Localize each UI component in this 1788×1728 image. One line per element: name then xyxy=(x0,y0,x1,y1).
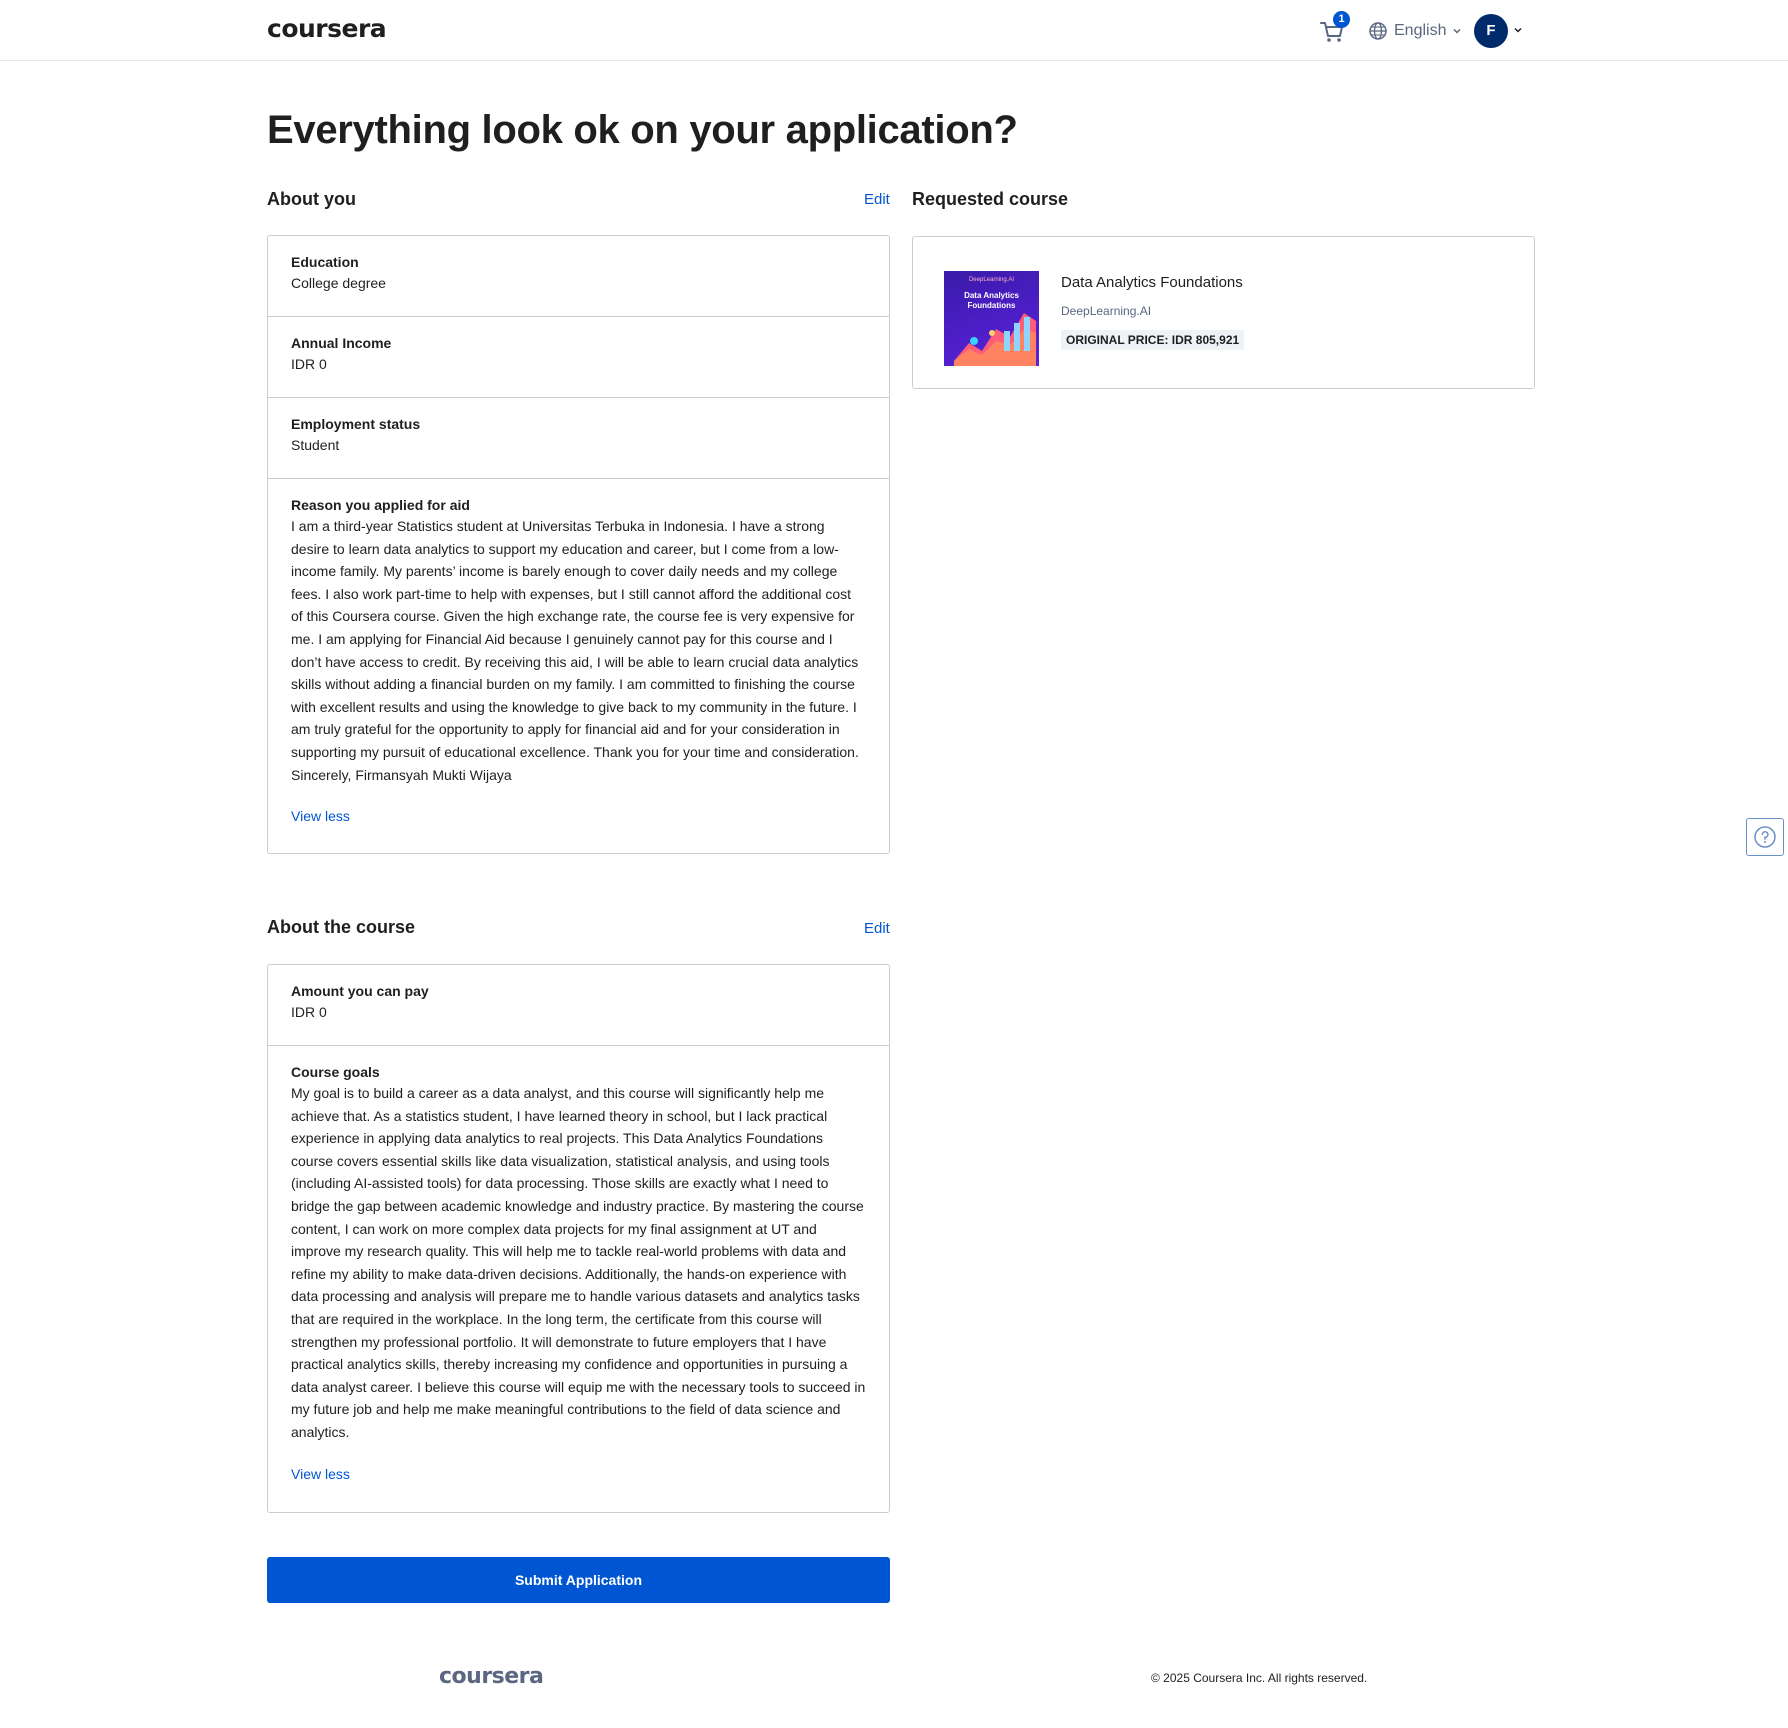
education-field xyxy=(268,236,889,317)
amount-field xyxy=(268,965,889,1046)
field-value: I am a third-year Statistics student at Universitas Terbuka in Indonesia. I have a strong desire to learn data analytics to support my education and career, but I come from a low-income family. My parents’ income is barely enough to cover daily needs and my college fees. I also work part-time to help with expenses, but I still cannot afford the additional cost of this Coursera course. Given the high exchange rate, the course fee is very expensive for me. I am applying for Financial Aid because I genuinely cannot pay for this course and I don’t have access to credit. By receiving this aid, I will be able to learn crucial data analytics skills without adding a financial burden on my family. I am committed to finishing the course with excellent results and using the knowledge to give back to my community in the future. I am truly grateful for the opportunity to apply for financial aid and for your consideration in supporting my pursuit of educational excellence. Thank you for your time and consideration. Sincerely, Firmansyah Mukti Wijaya xyxy=(291,518,859,783)
about-you-heading: About you xyxy=(267,189,356,209)
annual-income-field xyxy=(268,317,889,398)
chevron-down-icon xyxy=(1452,26,1462,36)
view-less-link[interactable]: View less xyxy=(291,808,350,825)
field-label: Annual Income xyxy=(291,335,392,351)
page-title: Everything look ok on your application? xyxy=(267,108,1018,152)
coursera-logo[interactable]: coursera xyxy=(267,14,387,43)
copyright-text: © 2025 Coursera Inc. All rights reserved. xyxy=(1151,1671,1368,1685)
question-mark-icon xyxy=(1753,825,1777,849)
original-price-badge: ORIGINAL PRICE: IDR 805,921 xyxy=(1061,330,1244,350)
course-thumbnail xyxy=(944,271,1039,366)
about-you-card xyxy=(267,235,890,854)
course-provider: DeepLearning.AI xyxy=(1061,304,1152,318)
chart-illustration-icon xyxy=(944,271,1039,366)
edit-about-you-link[interactable]: Edit xyxy=(864,191,890,208)
thumbnail-title: Data Analytics Foundations xyxy=(964,291,1019,310)
field-value: IDR 0 xyxy=(291,1004,327,1020)
about-course-card xyxy=(267,964,890,1513)
requested-course-card[interactable] xyxy=(912,236,1535,389)
cart-count-badge: 1 xyxy=(1333,11,1350,28)
field-value: Student xyxy=(291,437,340,453)
chevron-down-icon[interactable] xyxy=(1513,25,1523,35)
field-label: Course goals xyxy=(291,1064,380,1080)
requested-course-heading: Requested course xyxy=(912,189,1069,209)
globe-icon xyxy=(1368,21,1388,41)
field-value: IDR 0 xyxy=(291,356,327,372)
course-name[interactable]: Data Analytics Foundations xyxy=(1061,274,1243,291)
course-goals-field xyxy=(268,1046,889,1512)
help-button[interactable] xyxy=(1746,818,1784,856)
field-label: Education xyxy=(291,254,359,270)
top-header xyxy=(0,0,1788,61)
view-less-link[interactable]: View less xyxy=(291,1465,350,1482)
field-label: Reason you applied for aid xyxy=(291,497,470,513)
submit-application-button[interactable]: Submit Application xyxy=(267,1557,890,1603)
field-value: College degree xyxy=(291,275,386,291)
field-label: Employment status xyxy=(291,416,421,432)
user-avatar[interactable]: F xyxy=(1474,14,1508,48)
edit-about-course-link[interactable]: Edit xyxy=(864,920,890,937)
thumbnail-brand: DeepLearning.AI xyxy=(968,277,1015,283)
field-label: Amount you can pay xyxy=(291,983,429,999)
language-label: English xyxy=(1394,22,1447,39)
aid-reason-field xyxy=(268,479,889,853)
language-selector[interactable] xyxy=(1368,19,1462,43)
field-value: My goal is to build a career as a data analyst, and this course will significantly help me achieve that. As a statistics student, I have learned theory in school, but I lack practical experience in applying data analytics to real projects. This Data Analytics Foundations course covers essential skills like data visualization, statistical analysis, and using tools (including AI-assisted tools) for data processing. Those skills are exactly what I need to bridge the gap between academic knowledge and industry practice. By mastering the course content, I can work on more complex data projects for my final assignment at UT and improve my research quality. This will help me to tackle real-world problems with data and refine my ability to make data-driven decisions. Additionally, the hands-on experience with data processing and analysis will prepare me to handle various datasets and analytics tasks that are required in the workplace. In the long term, the certificate from this course will strengthen my professional portfolio. It will demonstrate to future employers that I have practical analytics skills, thereby increasing my confidence and opportunities in pursuing a data analyst career. I believe this course will equip me with the necessary tools to succeed in my future job and help me make meaningful contributions to the field of data science and analytics. xyxy=(291,1085,866,1440)
about-course-heading: About the course xyxy=(267,917,416,937)
employment-status-field xyxy=(268,398,889,479)
footer-coursera-logo[interactable]: coursera xyxy=(439,1664,544,1689)
